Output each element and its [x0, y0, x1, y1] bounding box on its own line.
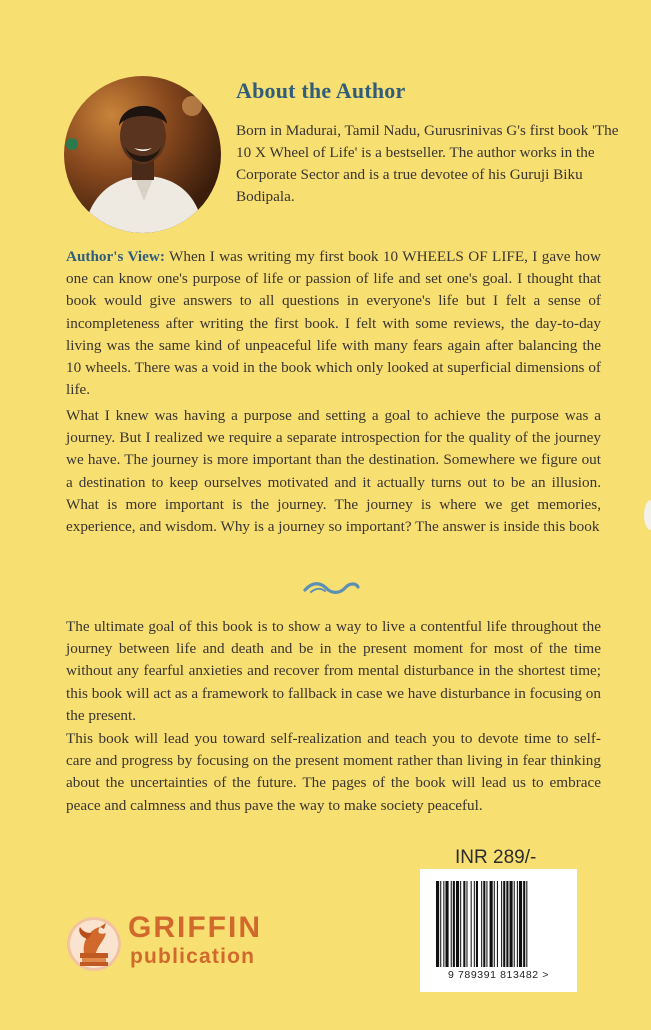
goal-paragraph: The ultimate goal of this book is to show a way to live a contentful life throughout the journey between life and death and be in the present moment for most of the time without any fearful anxieties and recover from mental disturbance in the shortest time; this book will act as a framework to fallback in case we have disturbance in focusing on the present. — [66, 618, 601, 724]
isbn-number: 9 789391 813482 > — [448, 969, 549, 981]
price-label: INR 289/- — [455, 847, 537, 868]
self-realization-paragraph: This book will lead you toward self-realization and teach you to devote time to self-care and progress by focusing on the present moment rather than living in fear thinking about the uncertainties of the future. The pages of the book will lead us to embrace peace and calmness and thus pave the way to make society peaceful. — [66, 730, 601, 814]
authors-view-lead: Author's View: — [66, 248, 165, 265]
griffin-logo-icon — [66, 915, 122, 973]
barcode — [420, 869, 577, 992]
about-author-heading: About the Author — [236, 78, 406, 103]
wave-flourish-icon — [302, 578, 360, 598]
author-photo — [64, 76, 221, 233]
authors-view-paragraph — [66, 246, 601, 401]
page-edge-mark — [644, 500, 651, 530]
journey-paragraph: What I knew was having a purpose and setting a goal to achieve the purpose was a journey. But I realized we require a separate introspection for the quality of the journey we have. The journey is more important than the destination. Somewhere we figure out a destination to keep ourselves motivated and it actually turns out to be an illusion. What is more important is the journey. The journey is where we get memories, experience, and wisdom. Why is a journey so important? The answer is inside this book — [66, 407, 601, 536]
publisher-name: GRIFFIN — [128, 911, 262, 944]
publisher-subtitle: publication — [130, 945, 256, 968]
author-bio: Born in Madurai, Tamil Nadu, Gurusrinivas G's first book 'The 10 X Wheel of Life' is a bestseller. The author works in the Corporate Sector and is a true devotee of his Guruji Biku Bodipala. — [236, 122, 619, 205]
authors-view-text: When I was writing my first book 10 WHEELS OF LIFE, I gave how one can know one's purpose of life or passion of life and set one's goal. I thought that book would give answers to all questions in everyone's life but I felt a sense of incompleteness after writing the first book. I felt with some reviews, the day-to-day living was the same kind of unpeaceful life with many fears again after balancing the 10 wheels. There was a void in the book which only looked at superficial dimensions of life. — [66, 248, 601, 399]
